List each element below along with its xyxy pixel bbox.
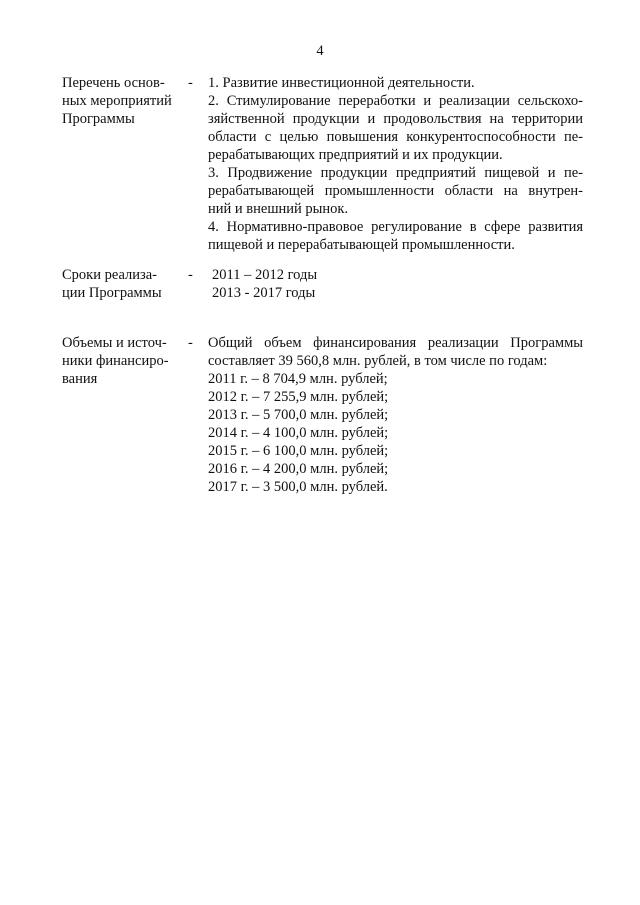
content-line: 2011 – 2012 годы bbox=[212, 267, 318, 283]
label-line: вания bbox=[62, 371, 98, 387]
label-line: ники финансиро- bbox=[62, 353, 169, 369]
content-line: рерабатывающих предприятий и их продукции. bbox=[208, 147, 503, 163]
content-line: составляет 39 560,8 млн. рублей, в том числе по годам: bbox=[208, 353, 548, 369]
separator-dash: - bbox=[188, 75, 193, 91]
content-line: пищевой и перерабатывающей промышленности. bbox=[208, 237, 515, 253]
content-line: области с целью повышения конкурентоспособности пе- bbox=[208, 129, 583, 145]
label-line: Объемы и источ- bbox=[62, 335, 167, 351]
section-content bbox=[208, 74, 583, 254]
content-line: 2. Стимулирование переработки и реализации сельскохо- bbox=[208, 93, 583, 109]
section-content bbox=[208, 334, 583, 496]
section-content bbox=[212, 266, 587, 302]
content-line: 3. Продвижение продукции предприятий пищевой и пе- bbox=[208, 165, 583, 181]
content-line: 2013 - 2017 годы bbox=[212, 285, 316, 301]
separator-dash: - bbox=[188, 335, 193, 351]
content-line: 1. Развитие инвестиционной деятельности. bbox=[208, 75, 475, 91]
content-line: ний и внешний рынок. bbox=[208, 201, 349, 217]
section-label bbox=[62, 266, 180, 302]
content-line: 2017 г. – 3 500,0 млн. рублей. bbox=[208, 479, 388, 495]
content-line: 2013 г. – 5 700,0 млн. рублей; bbox=[208, 407, 389, 423]
section-label bbox=[62, 74, 180, 128]
label-line: Сроки реализа- bbox=[62, 267, 158, 283]
label-line: ных мероприятий bbox=[62, 93, 172, 109]
content-line: 2014 г. – 4 100,0 млн. рублей; bbox=[208, 425, 389, 441]
content-line: 2012 г. – 7 255,9 млн. рублей; bbox=[208, 389, 389, 405]
content-line: 2015 г. – 6 100,0 млн. рублей; bbox=[208, 443, 389, 459]
label-line: ции Программы bbox=[62, 285, 162, 301]
content-line: 4. Нормативно-правовое регулирование в сфере развития bbox=[208, 219, 583, 235]
page-number: 4 bbox=[316, 43, 324, 59]
label-line: Программы bbox=[62, 111, 135, 127]
content-line: рерабатывающей промышленности области на внутрен- bbox=[208, 183, 583, 199]
content-line: 2016 г. – 4 200,0 млн. рублей; bbox=[208, 461, 389, 477]
content-line: зяйственной продукции и продовольствия на территории bbox=[208, 111, 583, 127]
separator-dash: - bbox=[188, 267, 193, 283]
section-label bbox=[62, 334, 180, 388]
content-line: 2011 г. – 8 704,9 млн. рублей; bbox=[208, 371, 388, 387]
content-line: Общий объем финансирования реализации Программы bbox=[208, 335, 583, 351]
label-line: Перечень основ- bbox=[62, 75, 165, 91]
